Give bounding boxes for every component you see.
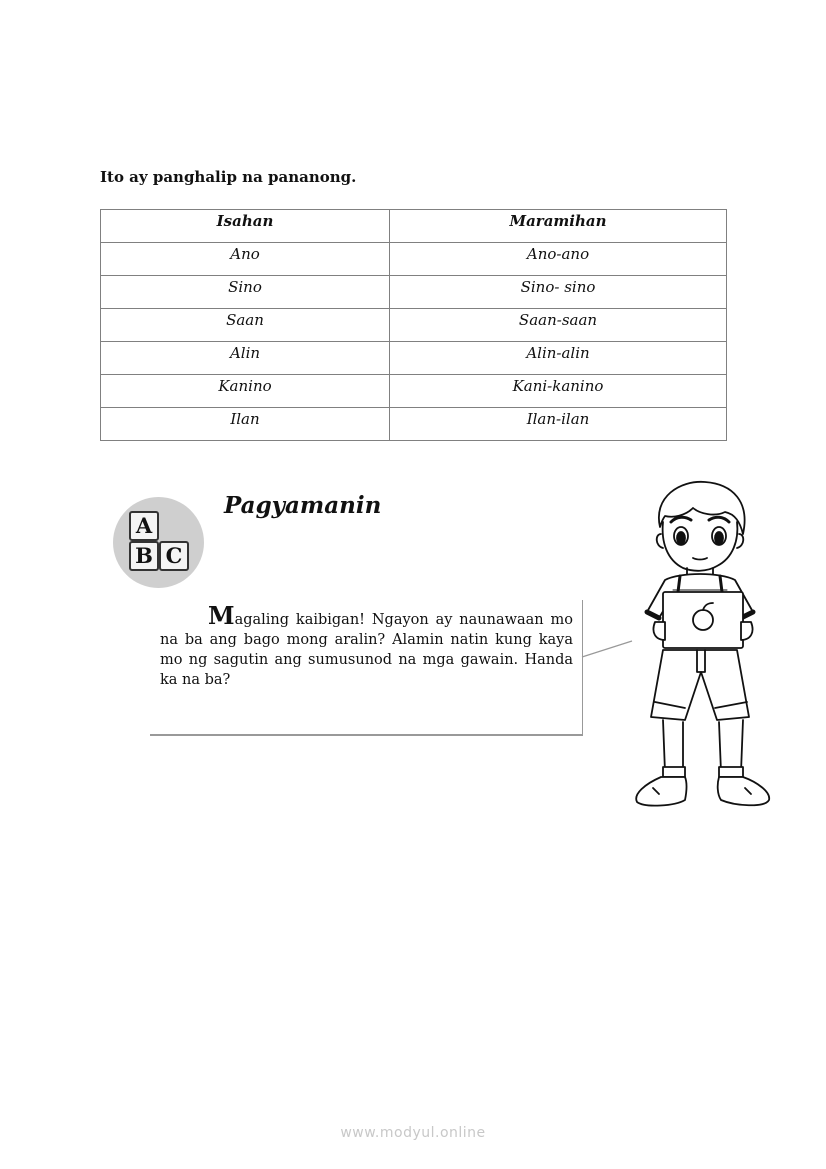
cell-maramihan: Alin-alin <box>390 342 727 375</box>
table-row <box>101 276 727 309</box>
dropcap: M <box>208 601 235 630</box>
block-c: C <box>159 541 189 571</box>
cell-isahan: Ilan <box>101 408 390 441</box>
cell-isahan: Sino <box>101 276 390 309</box>
cell-maramihan: Ilan-ilan <box>390 408 727 441</box>
cell-isahan: Ano <box>101 243 390 276</box>
cell-isahan: Alin <box>101 342 390 375</box>
abc-blocks-icon <box>113 497 204 588</box>
bubble-body: agaling kaibigan! Ngayon ay naunawaan mo na ba ang bago mong aralin? Alamin natin kung kaya mo ng sagutin ang sumusunod na mga gawain. Handa ka na ba? <box>160 612 573 688</box>
block-a: A <box>129 511 159 541</box>
cell-isahan: Kanino <box>101 375 390 408</box>
section-title: Pagyamanin <box>224 492 382 519</box>
cell-isahan: Saan <box>101 309 390 342</box>
table-row <box>101 309 727 342</box>
table-row <box>101 375 727 408</box>
table-row <box>101 243 727 276</box>
table-row <box>101 342 727 375</box>
header-isahan: Isahan <box>101 210 390 243</box>
table-row <box>101 408 727 441</box>
footer-watermark: www.modyul.online <box>340 1125 486 1141</box>
header-maramihan: Maramihan <box>390 210 727 243</box>
cell-maramihan: Sino- sino <box>390 276 727 309</box>
bubble-text <box>160 601 573 690</box>
table-header-row <box>101 210 727 243</box>
cell-maramihan: Ano-ano <box>390 243 727 276</box>
cell-maramihan: Saan-saan <box>390 309 727 342</box>
pronoun-table <box>100 209 727 441</box>
boy-illustration <box>625 472 775 812</box>
intro-text: Ito ay panghalip na pananong. <box>100 168 357 186</box>
block-b: B <box>129 541 159 571</box>
cell-maramihan: Kani-kanino <box>390 375 727 408</box>
